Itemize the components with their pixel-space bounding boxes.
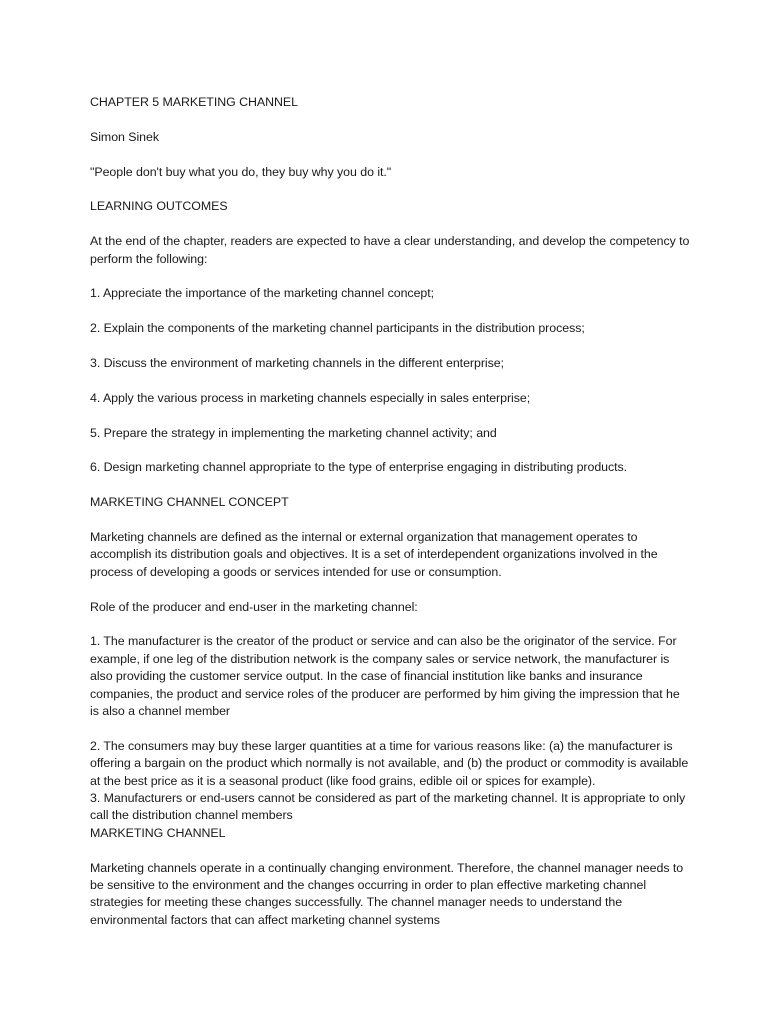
learning-outcomes-intro: At the end of the chapter, readers are expected to have a clear understanding, and develop the competency to perform the following: <box>90 234 690 266</box>
chapter-title: CHAPTER 5 MARKETING CHANNEL <box>90 95 298 109</box>
role-item: 3. Manufacturers or end-users cannot be considered as part of the marketing channel. It is appropriate to only call the distribution channel members <box>90 791 686 823</box>
concept-paragraph: Marketing channels are defined as the internal or external organization that management operates to accomplish its distribution goals and objectives. It is a set of interdependent organizations involved in the process of developing a goods or services intended for use or consumption. <box>90 529 658 579</box>
outcome-item: 1. Appreciate the importance of the marketing channel concept; <box>90 286 435 301</box>
roles-heading: Role of the producer and end-user in the marketing channel: <box>90 599 418 614</box>
channel-paragraph: Marketing channels operate in a continually changing environment. Therefore, the channel manager needs to be sensitive to the environment and the changes occurring in order to plan effective marketing channel strategies for meeting these changes successfully. The channel manager needs to understand the environmental factors that can affect marketing channel systems <box>90 860 684 927</box>
outcome-item: 2. Explain the components of the marketing channel participants in the distribution process; <box>90 321 585 336</box>
outcome-item: 5. Prepare the strategy in implementing the marketing channel activity; and <box>90 425 497 440</box>
document-body <box>90 94 690 947</box>
role-item: 2. The consumers may buy these larger quantities at a time for various reasons like: (a) the manufacturer is offering a bargain on the product which normally is not available, and (b) the product or commodity is available at the best price as it is a seasonal product (like food grains, edible oil or spices for example). <box>90 738 689 788</box>
concept-heading: MARKETING CHANNEL CONCEPT <box>90 495 289 510</box>
outcome-item: 3. Discuss the environment of marketing channels in the different enterprise; <box>90 355 504 370</box>
role-item: 1. The manufacturer is the creator of the product or service and can also be the originator of the service. For example, if one leg of the distribution network is the company sales or service network, the manufacturer is also providing the customer service output. In the case of financial institution like banks and insurance companies, the product and service roles of the producer are performed by him giving the impression that he is also a channel member <box>90 634 680 718</box>
author-name: Simon Sinek <box>90 129 160 144</box>
outcome-item: 6. Design marketing channel appropriate to the type of enterprise engaging in distributing products. <box>90 460 628 475</box>
epigraph-quote: "People don't buy what you do, they buy why you do it." <box>90 164 392 179</box>
learning-outcomes-heading: LEARNING OUTCOMES <box>90 199 228 214</box>
outcome-item: 4. Apply the various process in marketing channels especially in sales enterprise; <box>90 390 531 405</box>
channel-heading: MARKETING CHANNEL <box>90 825 226 840</box>
